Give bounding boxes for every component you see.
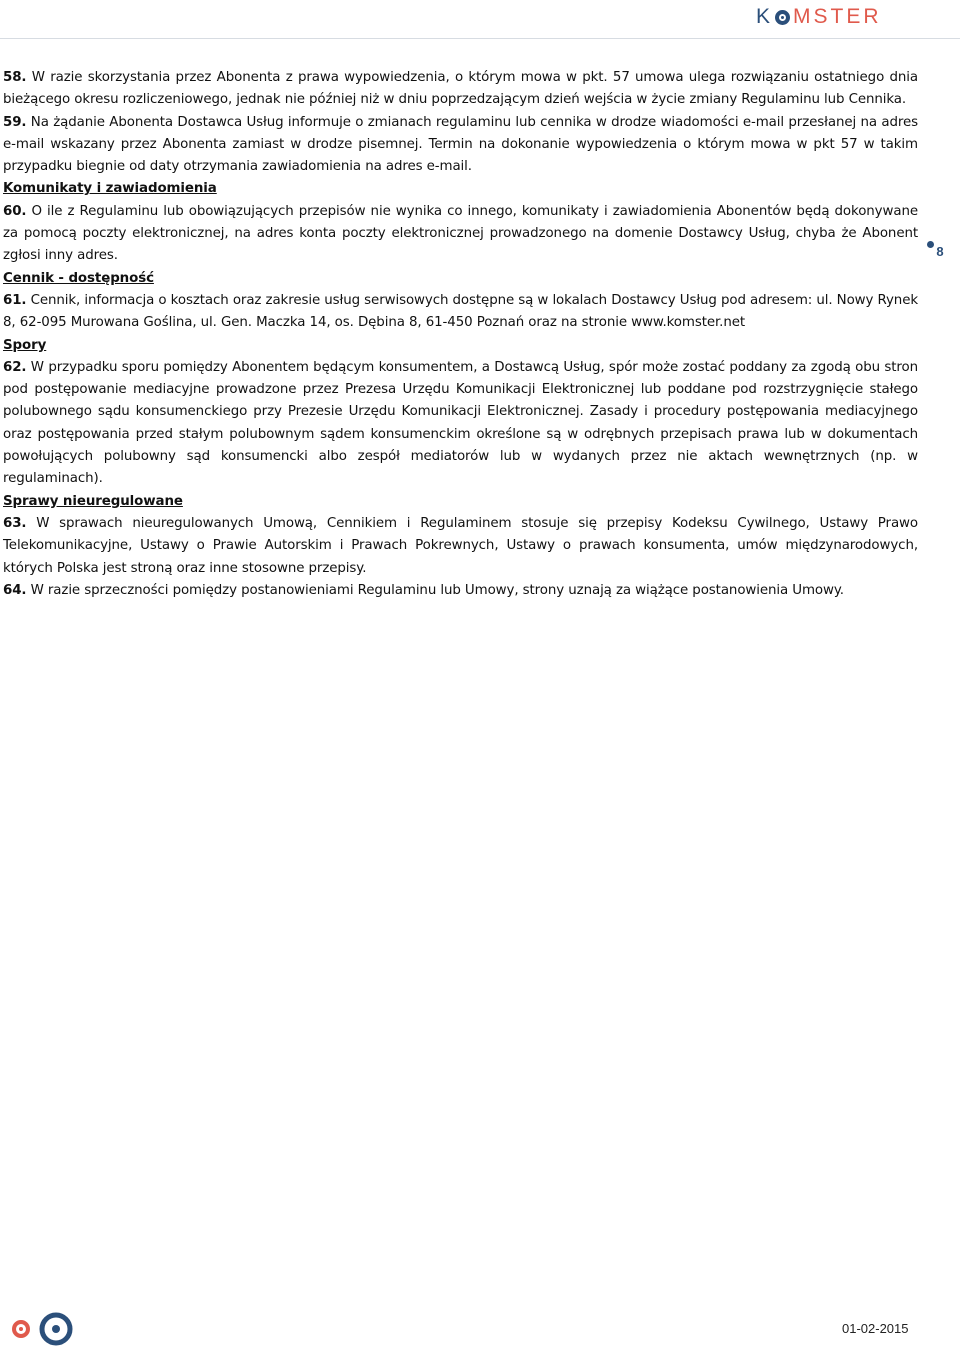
page-number: 8	[936, 244, 944, 259]
paragraph-60: 60. O ile z Regulaminu lub obowiązujących przepisów nie wynika co innego, komunikaty i zawiadomienia Abonentów będą dokonywane za pomocą poczty elektronicznej, na adres konta poczty elektronicznej prowadzonego na domenie Dostawcy Usług, chyba że Abonent zgłosi inny adres.	[3, 203, 918, 264]
komster-logo: K MSTER	[756, 5, 882, 28]
paragraph-63: 63. W sprawach nieuregulowanych Umową, Cennikiem i Regulaminem stosuje się przepisy Kodeksu Cywilnego, Ustawy Prawo Telekomunikacyjne, Ustawy o Prawie Autorskim i Prawach Pokrewnych, Ustawy o prawach konsumenta, umów międzynarodowych, których Polska jest stroną oraz inne stosowne przepisy.	[3, 515, 918, 576]
header-divider	[0, 38, 960, 39]
section-heading-cennik: Cennik - dostępność	[3, 270, 154, 286]
paragraph-58: 58. W razie skorzystania przez Abonenta z prawa wypowiedzenia, o którym mowa w pkt. 57 umowa ulega rozwiązaniu ostatniego dnia bieżącego okresu rozliczeniowego, jednak nie później niż w dniu poprzedzającym dzień wejścia w życie zmiany Regulaminu lub Cennika.	[3, 70, 918, 108]
document-body	[3, 67, 918, 602]
komster-rings-icon	[9, 1311, 79, 1347]
paragraph-64: 64. W razie sprzeczności pomiędzy postanowieniami Regulaminu lub Umowy, strony uznają za wiążące postanowienia Umowy.	[3, 582, 844, 598]
footer-date: 01-02-2015	[842, 1321, 909, 1336]
paragraph-59: 59. Na żądanie Abonenta Dostawca Usług informuje o zmianach regulaminu lub cennika w drodze wiadomości e-mail przesłanej na adres e-mail wskazany przez Abonenta zamiast w drodze pisemnej. Termin na dokonanie wypowiedzenia o którym mowa w pkt 57 w takim przypadku biegnie od daty otrzymania zawiadomienia na adres e-mail.	[3, 114, 918, 175]
section-heading-spory: Spory	[3, 337, 47, 353]
paragraph-62: 62. W przypadku sporu pomiędzy Abonentem będącym konsumentem, a Dostawcą Usług, spór może zostać poddany za zgodą obu stron pod postępowanie mediacyjne prowadzone przez Prezesa Urzędu Komunikacji Elektronicznej lub poddane pod rozstrzygnięcie stałego polubownego sądu konsumenckiego przy Prezesie Urzędu Komunikacji Elektronicznej. Zasady i procedury postępowania mediacyjnego oraz postępowania przed stałym polubownym sądem konsumenckim określone są w odrębnych przepisach prawa lub w dokumentach powołujących polubowny sąd konsumencki albo zespół mediatorów lub w wydanych przez nie aktach wewnętrznych (np. w regulaminach).	[3, 359, 918, 487]
section-heading-komunikaty: Komunikaty i zawiadomienia	[3, 181, 217, 197]
paragraph-61: 61. Cennik, informacja o kosztach oraz zakresie usług serwisowych dostępne są w lokalach Dostawcy Usług pod adresem: ul. Nowy Rynek 8, 62-095 Murowana Goślina, ul. Gen. Maczka 14, os. Dębina 8, 61-450 Poznań oraz na stronie www.komster.net	[3, 292, 918, 331]
section-heading-sprawy: Sprawy nieuregulowane	[3, 493, 183, 509]
logo-ring-icon	[775, 10, 790, 25]
